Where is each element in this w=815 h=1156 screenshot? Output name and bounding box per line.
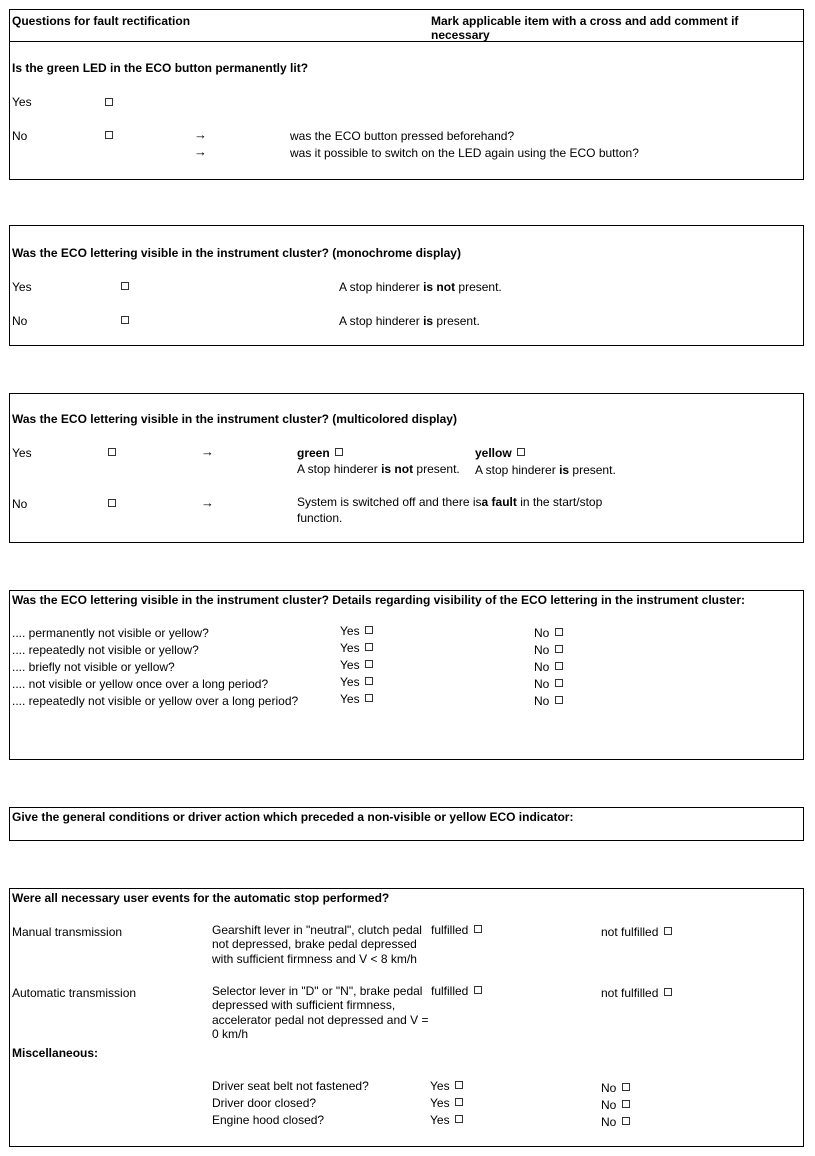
led-no-label: No (12, 129, 28, 143)
details-yes-checkbox[interactable] (365, 677, 373, 685)
misc-row-yes: Yes (430, 1079, 463, 1094)
details-yes-checkbox[interactable] (365, 694, 373, 702)
multi-no-text: System is switched off and there isa fault in the start/stop (297, 495, 603, 509)
misc-row-no: No (601, 1098, 630, 1113)
details-question: Was the ECO lettering visible in the instrument cluster? Details regarding visibility of the ECO lettering in the instrument cluster: (12, 593, 746, 607)
multi-yellow-checkbox[interactable] (517, 448, 525, 456)
manual-label: Manual transmission (12, 925, 123, 939)
header-left: Questions for fault rectification (12, 14, 191, 28)
misc-no-checkbox[interactable] (622, 1100, 630, 1108)
auto-condition-l1: Selector lever in "D" or "N", brake pedal (212, 984, 423, 998)
auto-not-fulfilled-checkbox[interactable] (664, 988, 672, 996)
multi-green-text: A stop hinderer is not present. (297, 462, 460, 476)
misc-row-no: No (601, 1115, 630, 1130)
auto-condition-l4: 0 km/h (212, 1027, 249, 1041)
details-row-no: No (534, 694, 563, 709)
misc-row-no: No (601, 1081, 630, 1096)
misc-heading: Miscellaneous: (12, 1046, 99, 1060)
misc-yes-checkbox[interactable] (455, 1098, 463, 1106)
details-row-question: .... repeatedly not visible or yellow? (12, 643, 199, 657)
events-question: Were all necessary user events for the automatic stop performed? (12, 891, 390, 905)
details-row-no: No (534, 626, 563, 641)
arrow-icon: → (194, 144, 207, 159)
header-right-line2: necessary (431, 28, 490, 42)
mono-yes-text: A stop hinderer is not present. (339, 280, 502, 294)
arrow-icon: → (201, 495, 214, 510)
details-row-question: .... not visible or yellow once over a long period? (12, 677, 269, 691)
multi-no-text-line2: function. (297, 511, 343, 525)
misc-row-question: Driver door closed? (212, 1096, 317, 1110)
manual-not-fulfilled: not fulfilled (601, 925, 672, 940)
details-yes-checkbox[interactable] (365, 660, 373, 668)
mono-question: Was the ECO lettering visible in the instrument cluster? (monochrome display) (12, 246, 461, 260)
auto-label: Automatic transmission (12, 986, 137, 1000)
misc-no-checkbox[interactable] (622, 1117, 630, 1125)
auto-fulfilled: fulfilled (431, 984, 482, 999)
arrow-icon: → (194, 127, 207, 142)
led-yes-checkbox[interactable] (105, 98, 113, 106)
details-yes-checkbox[interactable] (365, 643, 373, 651)
details-no-checkbox[interactable] (555, 679, 563, 687)
multi-yellow-label: yellow (475, 446, 525, 461)
conditions-question: Give the general conditions or driver action which preceded a non-visible or yellow ECO indicator: (12, 810, 574, 824)
header-divider (10, 41, 803, 42)
manual-fulfilled: fulfilled (431, 923, 482, 938)
mono-yes-checkbox[interactable] (121, 282, 129, 290)
led-no-checkbox[interactable] (105, 131, 113, 139)
misc-no-checkbox[interactable] (622, 1083, 630, 1091)
multi-green-label: green (297, 446, 343, 461)
led-yes-label: Yes (12, 95, 32, 109)
details-yes-checkbox[interactable] (365, 626, 373, 634)
details-row-no: No (534, 643, 563, 658)
header-right-line1: Mark applicable item with a cross and add comment if (431, 14, 739, 28)
auto-condition-l2: depressed with sufficient firmness, (212, 998, 396, 1012)
manual-condition-l1: Gearshift lever in "neutral", clutch pedal (212, 923, 422, 937)
details-no-checkbox[interactable] (555, 628, 563, 636)
details-no-checkbox[interactable] (555, 662, 563, 670)
mono-no-text: A stop hinderer is present. (339, 314, 480, 328)
details-row-question: .... permanently not visible or yellow? (12, 626, 209, 640)
multi-yellow-text: A stop hinderer is present. (475, 463, 616, 477)
mono-yes-label: Yes (12, 280, 32, 294)
misc-row-question: Driver seat belt not fastened? (212, 1079, 369, 1093)
details-row-yes: Yes (340, 675, 373, 690)
details-row-yes: Yes (340, 658, 373, 673)
mono-no-label: No (12, 314, 28, 328)
misc-row-question: Engine hood closed? (212, 1113, 325, 1127)
general-conditions-section (9, 807, 804, 841)
manual-fulfilled-checkbox[interactable] (474, 925, 482, 933)
multi-yes-label: Yes (12, 446, 32, 460)
led-follow2: was it possible to switch on the LED again using the ECO button? (290, 146, 639, 160)
auto-condition-l3: accelerator pedal not depressed and V = (212, 1013, 429, 1027)
details-no-checkbox[interactable] (555, 696, 563, 704)
multicolor-section (9, 393, 804, 543)
multi-green-checkbox[interactable] (335, 448, 343, 456)
details-row-no: No (534, 660, 563, 675)
multi-no-checkbox[interactable] (108, 499, 116, 507)
visibility-details-section (9, 590, 804, 760)
details-row-yes: Yes (340, 692, 373, 707)
led-section (9, 9, 804, 180)
multi-question: Was the ECO lettering visible in the instrument cluster? (multicolored display) (12, 412, 457, 426)
misc-row-yes: Yes (430, 1113, 463, 1128)
details-row-yes: Yes (340, 624, 373, 639)
details-row-question: .... briefly not visible or yellow? (12, 660, 175, 674)
arrow-icon: → (201, 444, 214, 459)
details-row-no: No (534, 677, 563, 692)
monochrome-section (9, 225, 804, 346)
multi-yes-checkbox[interactable] (108, 448, 116, 456)
auto-not-fulfilled: not fulfilled (601, 986, 672, 1001)
mono-no-checkbox[interactable] (121, 316, 129, 324)
details-row-question: .... repeatedly not visible or yellow over a long period? (12, 694, 299, 708)
manual-not-fulfilled-checkbox[interactable] (664, 927, 672, 935)
manual-condition-l3: with sufficient firmness and V < 8 km/h (212, 952, 417, 966)
auto-fulfilled-checkbox[interactable] (474, 986, 482, 994)
user-events-section (9, 888, 804, 1147)
misc-row-yes: Yes (430, 1096, 463, 1111)
multi-no-label: No (12, 497, 28, 511)
led-question: Is the green LED in the ECO button permanently lit? (12, 61, 309, 75)
misc-yes-checkbox[interactable] (455, 1081, 463, 1089)
manual-condition-l2: not depressed, brake pedal depressed (212, 937, 417, 951)
details-row-yes: Yes (340, 641, 373, 656)
misc-yes-checkbox[interactable] (455, 1115, 463, 1123)
details-no-checkbox[interactable] (555, 645, 563, 653)
led-follow1: was the ECO button pressed beforehand? (290, 129, 515, 143)
